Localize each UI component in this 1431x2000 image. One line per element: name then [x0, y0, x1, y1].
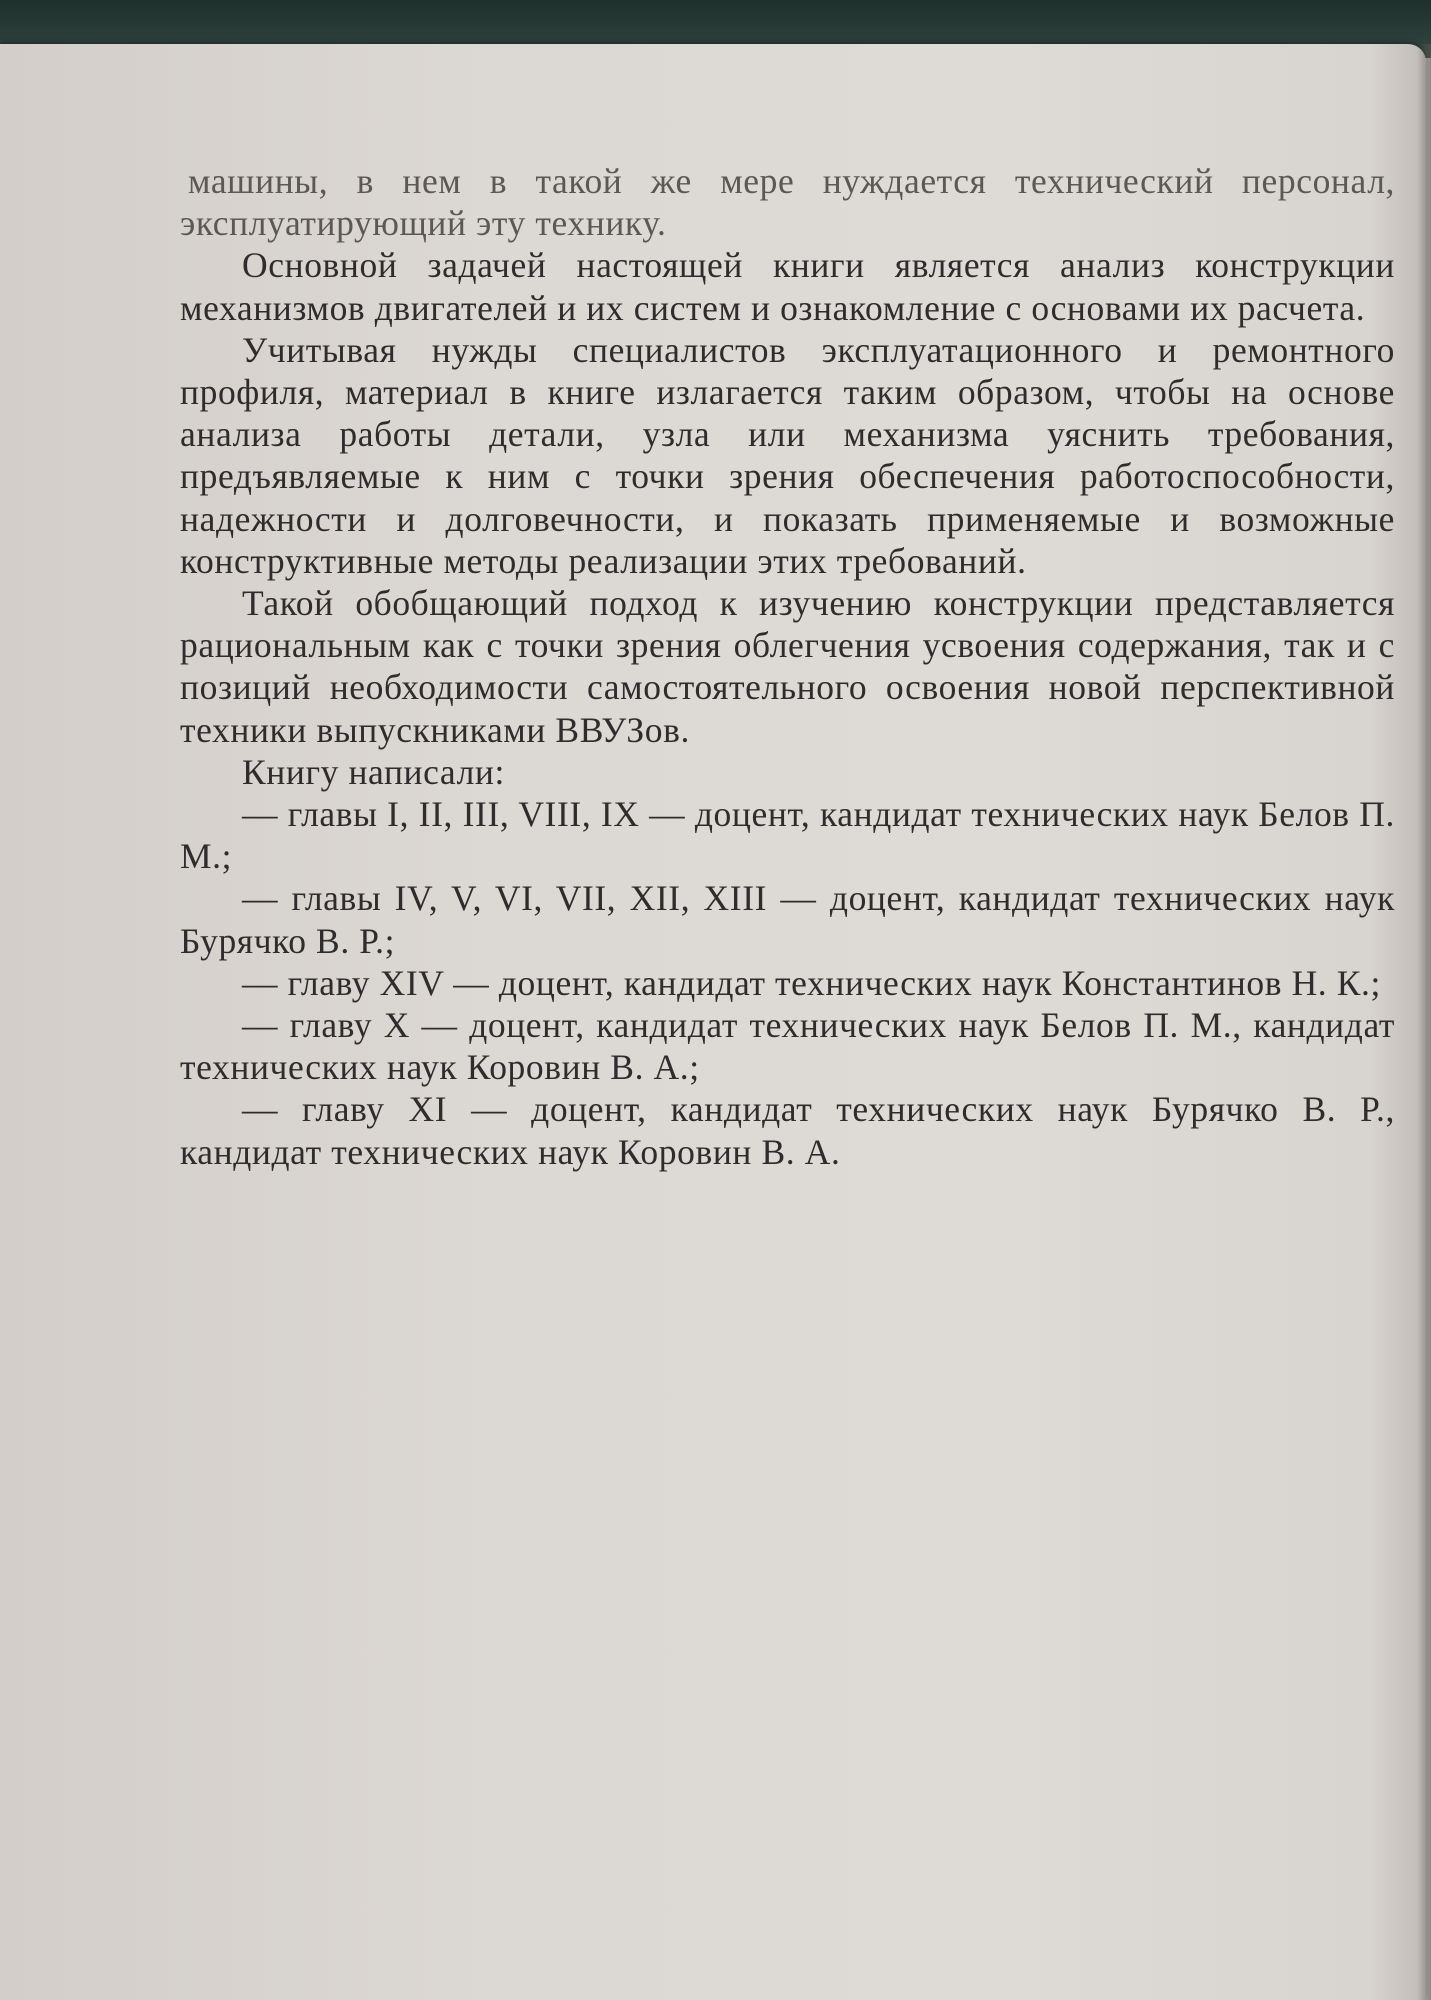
author-credit-belov: — главы I, II, III, VIII, IX — доцент, кандидат технических наук Белов П. М.; [180, 794, 1395, 877]
authors-heading: Книгу написали: [242, 751, 505, 792]
author-credit-buryachko: — главы IV, V, VI, VII, XII, XIII — доцент, кандидат технических наук Бурячко В. Р.; [180, 878, 1395, 961]
paragraph-approach: Учитывая нужды специалистов эксплуатационного и ремонтного профиля, материал в книге излагается таким образом, чтобы на основе анализа работы детали, узла или механизма уяснить требования, предъявляемые к ним с точки зрения обеспечения работоспособности, надежности и долговечности, и показать применяемые и возможные конструктивные методы реализации этих требований. [180, 329, 1395, 581]
paragraph-continuation: машины, в нем в такой же мере нуждается технический персонал, эксплуатирующий эту технику. [180, 161, 1395, 244]
page-body-text [180, 160, 1395, 1173]
author-credit-konstantinov: — главу XIV — доцент, кандидат технических наук Константинов Н. К.; [242, 962, 1381, 1003]
page-edge-shadow [1417, 44, 1431, 2000]
author-credit-buryachko-korovin: — главу XI — доцент, кандидат технических наук Бурячко В. Р., кандидат технических наук Коровин В. А. [180, 1089, 1395, 1172]
paragraph-book-goal: Основной задачей настоящей книги является анализ конструкции механизмов двигателей и их систем и ознакомление с основами их расчета. [180, 245, 1395, 328]
author-credit-belov-korovin: — главу X — доцент, кандидат технических наук Белов П. М., кандидат технических наук Коровин В. А.; [180, 1005, 1395, 1088]
paragraph-rationale: Такой обобщающий подход к изучению конструкции представляется рациональным как с точки зрения облегчения усвоения содержания, так и с позиций необходимости самостоятельного освоения новой перспективной техники выпускниками ВВУЗов. [180, 583, 1395, 750]
